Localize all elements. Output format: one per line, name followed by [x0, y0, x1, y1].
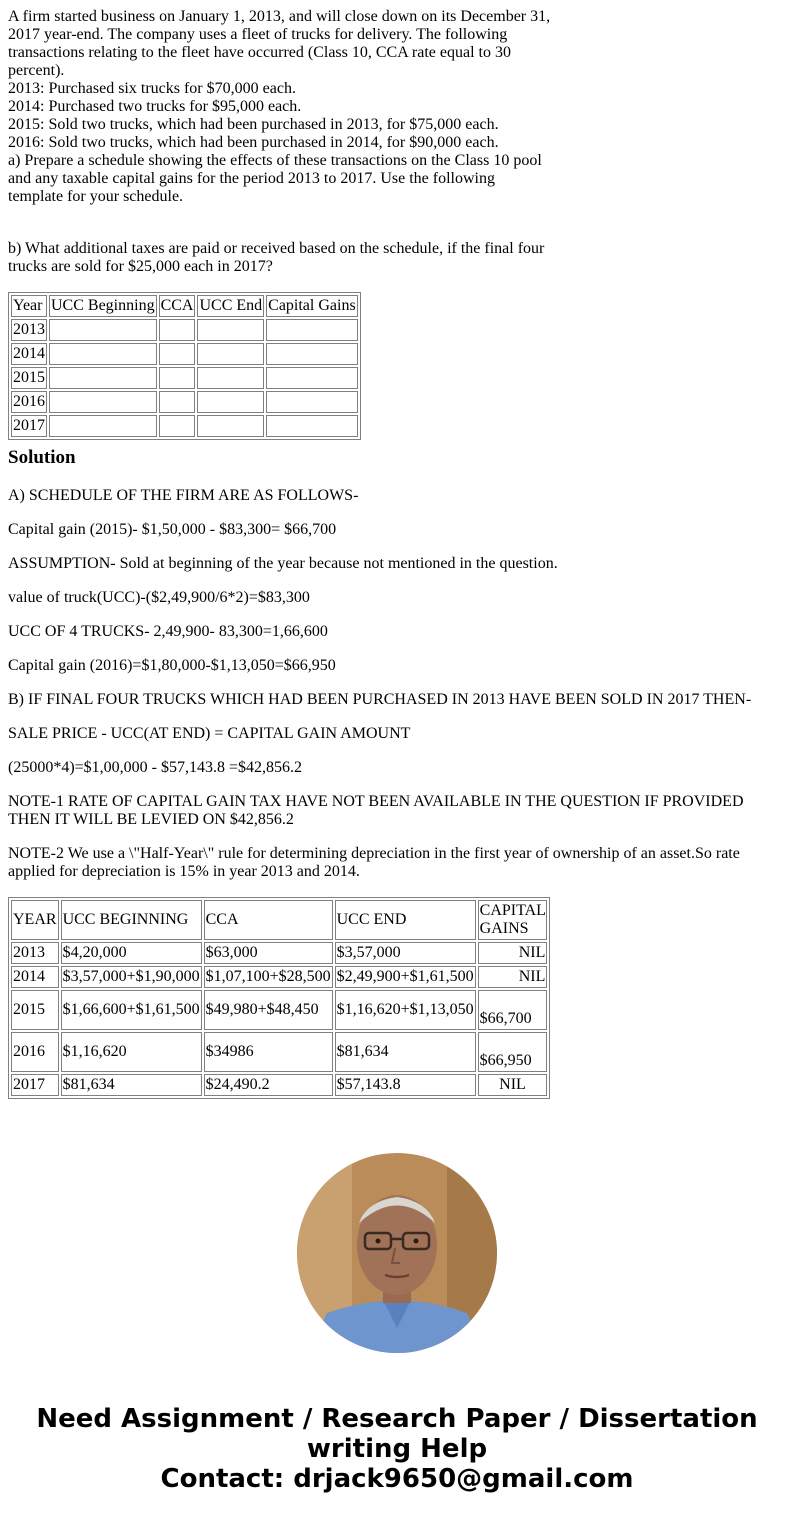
table-row [11, 942, 547, 964]
template-table-row [11, 367, 358, 389]
template-year-cell: 2016 [11, 391, 47, 413]
solution-paragraph: B) IF FINAL FOUR TRUCKS WHICH HAD BEEN PURCHASED IN 2013 HAVE BEEN SOLD IN 2017 THEN- [8, 691, 752, 708]
solution-cell: $1,16,620+$1,13,050 [335, 990, 476, 1030]
solution-cell: NIL [478, 942, 548, 964]
solution-paragraph: (25000*4)=$1,00,000 - $57,143.8 =$42,856.2 [8, 759, 303, 776]
table-row [11, 966, 547, 988]
template-empty-cell [266, 391, 358, 413]
template-empty-cell [159, 415, 196, 437]
template-empty-cell [159, 367, 196, 389]
question-part-b-line: b) What additional taxes are paid or received based on the schedule, if the final four [8, 240, 545, 257]
template-table-header-row [11, 295, 358, 317]
template-table-row [11, 343, 358, 365]
solution-header-cell: YEAR [11, 900, 59, 940]
template-empty-cell [159, 343, 196, 365]
solution-cell: 2015 [11, 990, 59, 1030]
template-table-row [11, 415, 358, 437]
solution-header-cell: UCC BEGINNING [61, 900, 202, 940]
solution-paragraph: value of truck(UCC)-($2,49,900/6*2)=$83,300 [8, 589, 310, 606]
solution-paragraph: SALE PRICE - UCC(AT END) = CAPITAL GAIN AMOUNT [8, 725, 411, 742]
solution-cell: $1,07,100+$28,500 [204, 966, 333, 988]
avatar-eye [414, 1239, 419, 1244]
solution-paragraph: Capital gain (2016)=$1,80,000-$1,13,050=$66,950 [8, 657, 336, 674]
avatar [297, 1153, 497, 1353]
template-year-cell: 2015 [11, 367, 47, 389]
template-empty-cell [266, 367, 358, 389]
template-header-cell: Year [11, 295, 47, 317]
template-empty-cell [197, 415, 264, 437]
template-header-cell: UCC End [197, 295, 264, 317]
template-empty-cell [197, 319, 264, 341]
promo-banner [0, 1404, 794, 1494]
solution-cell: NIL [478, 966, 548, 988]
solution-cell: $66,700 [478, 990, 548, 1030]
template-empty-cell [266, 415, 358, 437]
template-year-cell: 2017 [11, 415, 47, 437]
solution-cell: $81,634 [335, 1032, 476, 1072]
template-table-row [11, 319, 358, 341]
template-header-cell: Capital Gains [266, 295, 358, 317]
question-text [8, 8, 568, 276]
solution-cell: 2016 [11, 1032, 59, 1072]
solution-cell: $1,66,600+$1,61,500 [61, 990, 202, 1030]
solution-paragraph: UCC OF 4 TRUCKS- 2,49,900- 83,300=1,66,600 [8, 623, 328, 640]
question-line: and any taxable capital gains for the period 2013 to 2017. Use the following [8, 170, 495, 187]
table-row [11, 1032, 547, 1072]
solution-cell: NIL [478, 1074, 548, 1096]
solution-cell: $49,980+$48,450 [204, 990, 333, 1030]
solution-note-2: NOTE-2 We use a \"Half-Year\" rule for determining depreciation in the first year of ownership of an asset.So rate applied for depreciation is 15% in year 2013 and 2014. [8, 845, 740, 880]
solution-cell: $34986 [204, 1032, 333, 1072]
question-line: 2014: Purchased two trucks for $95,000 each. [8, 98, 302, 115]
solution-cell: 2017 [11, 1074, 59, 1096]
solution-title: Solution [8, 447, 76, 468]
template-empty-cell [197, 367, 264, 389]
solution-cell: $24,490.2 [204, 1074, 333, 1096]
solution-cell: $2,49,900+$1,61,500 [335, 966, 476, 988]
question-line: 2016: Sold two trucks, which had been purchased in 2014, for $90,000 each. [8, 134, 499, 151]
template-empty-cell [49, 319, 157, 341]
template-empty-cell [49, 415, 157, 437]
template-header-cell: UCC Beginning [49, 295, 157, 317]
solution-note-1: NOTE-1 RATE OF CAPITAL GAIN TAX HAVE NOT BEEN AVAILABLE IN THE QUESTION IF PROVIDED THEN IT WILL BE LEVIED ON $42,856.2 [8, 793, 744, 828]
question-part-b-line: trucks are sold for $25,000 each in 2017? [8, 258, 273, 275]
question-line: 2017 year-end. The company uses a fleet of trucks for delivery. The following [8, 26, 508, 43]
template-header-cell: CCA [159, 295, 196, 317]
template-table-row [11, 391, 358, 413]
solution-header-cell: UCC END [335, 900, 476, 940]
solution-cell: 2013 [11, 942, 59, 964]
template-year-cell: 2013 [11, 319, 47, 341]
template-empty-cell [266, 319, 358, 341]
solution-cell: $3,57,000+$1,90,000 [61, 966, 202, 988]
template-empty-cell [197, 391, 264, 413]
solution-cell: $1,16,620 [61, 1032, 202, 1072]
template-empty-cell [159, 319, 196, 341]
solution-cell: $4,20,000 [61, 942, 202, 964]
promo-line: writing Help [306, 1434, 488, 1464]
template-empty-cell [159, 391, 196, 413]
question-line: a) Prepare a schedule showing the effects of these transactions on the Class 10 pool [8, 152, 542, 169]
solution-paragraph: A) SCHEDULE OF THE FIRM ARE AS FOLLOWS- [8, 487, 359, 504]
template-empty-cell [266, 343, 358, 365]
promo-contact: Contact: drjack9650@gmail.com [160, 1464, 634, 1494]
solution-cell: $81,634 [61, 1074, 202, 1096]
table-row [11, 1074, 547, 1096]
question-line: 2015: Sold two trucks, which had been purchased in 2013, for $75,000 each. [8, 116, 499, 133]
solution-header-cell: CCA [204, 900, 333, 940]
solution-table-header-row [11, 900, 547, 940]
question-line: percent). [8, 62, 65, 79]
avatar-eye [376, 1239, 381, 1244]
question-line: 2013: Purchased six trucks for $70,000 each. [8, 80, 296, 97]
question-line: template for your schedule. [8, 188, 184, 205]
solution-paragraph: ASSUMPTION- Sold at beginning of the year because not mentioned in the question. [8, 555, 558, 572]
avatar-portrait [297, 1153, 497, 1353]
template-empty-cell [49, 367, 157, 389]
promo-line: Need Assignment / Research Paper / Dissertation [36, 1404, 758, 1434]
question-line: transactions relating to the fleet have occurred (Class 10, CCA rate equal to 30 [8, 44, 511, 61]
template-empty-cell [197, 343, 264, 365]
solution-cell: $63,000 [204, 942, 333, 964]
solution-cell: 2014 [11, 966, 59, 988]
solution-header-cell: CAPITAL GAINS [478, 900, 548, 940]
solution-cell: $57,143.8 [335, 1074, 476, 1096]
solution-cell: $66,950 [478, 1032, 548, 1072]
solution-table [8, 897, 550, 1099]
template-empty-cell [49, 391, 157, 413]
table-row [11, 990, 547, 1030]
template-year-cell: 2014 [11, 343, 47, 365]
spacer [8, 206, 568, 240]
template-table [8, 292, 361, 440]
template-empty-cell [49, 343, 157, 365]
question-line: A firm started business on January 1, 2013, and will close down on its December 31, [8, 8, 551, 25]
solution-paragraph: Capital gain (2015)- $1,50,000 - $83,300= $66,700 [8, 521, 337, 538]
solution-cell: $3,57,000 [335, 942, 476, 964]
